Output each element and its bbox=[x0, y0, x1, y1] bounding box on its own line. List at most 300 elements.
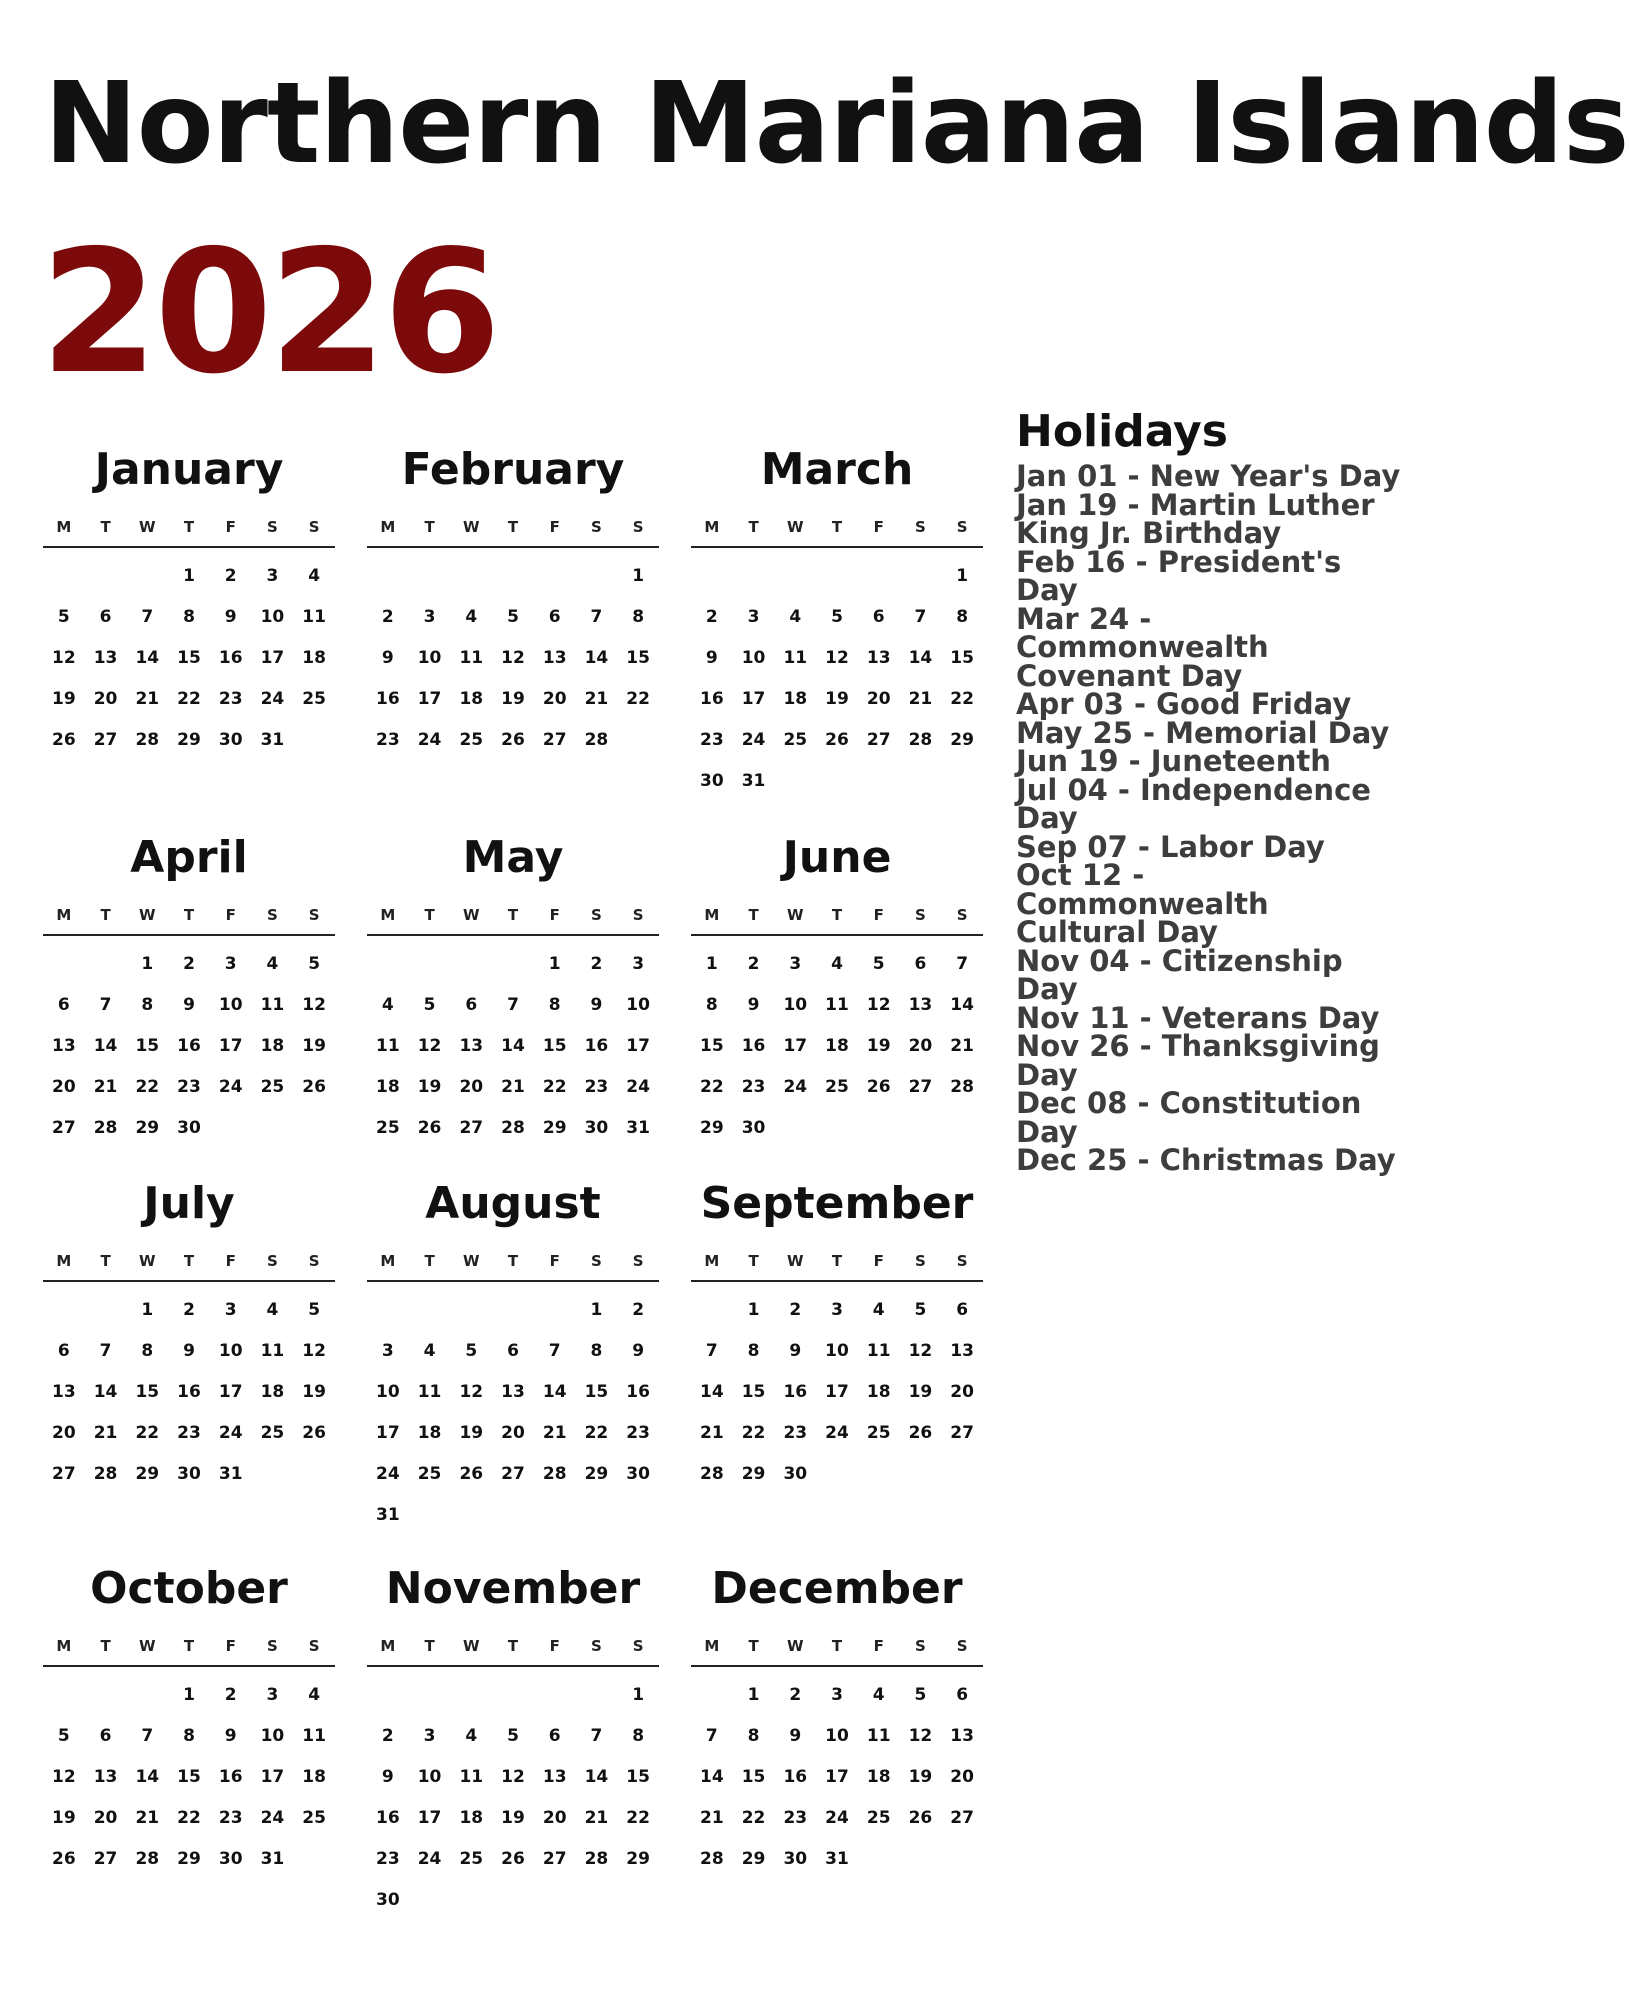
days-grid bbox=[367, 1675, 659, 1921]
day-cell: 30 bbox=[177, 1118, 201, 1138]
day-cell: 10 bbox=[218, 995, 243, 1015]
day-cell: 8 bbox=[747, 1726, 760, 1746]
empty-cell bbox=[691, 556, 733, 597]
day-cell: 1 bbox=[747, 1300, 760, 1320]
day-cell: 13 bbox=[501, 1382, 525, 1402]
holiday-item: Jul 04 - Independence Day bbox=[1016, 772, 1371, 835]
weekday-header: S bbox=[591, 1252, 602, 1270]
day-cell: 15 bbox=[626, 648, 650, 668]
day-cell: 30 bbox=[218, 1849, 243, 1869]
day-cell: 23 bbox=[177, 1077, 201, 1097]
weekday-header: W bbox=[139, 1252, 156, 1270]
day-cell: 4 bbox=[465, 1726, 478, 1746]
day-cell: 1 bbox=[705, 954, 718, 974]
day-cell: 25 bbox=[376, 1118, 400, 1138]
day-cell: 1 bbox=[141, 954, 154, 974]
weekday-header: W bbox=[463, 1637, 480, 1655]
day-cell: 29 bbox=[741, 1849, 766, 1869]
weekday-header: M bbox=[704, 1252, 720, 1270]
weekday-header: W bbox=[787, 1252, 804, 1270]
day-cell: 17 bbox=[825, 1767, 849, 1787]
weekday-header: F bbox=[225, 1252, 236, 1270]
day-cell: 16 bbox=[700, 689, 724, 709]
day-cell: 31 bbox=[376, 1505, 400, 1525]
day-cell: 5 bbox=[507, 607, 519, 627]
month-february bbox=[367, 444, 659, 761]
day-cell: 14 bbox=[950, 995, 974, 1015]
days-grid bbox=[43, 556, 335, 761]
day-cell: 10 bbox=[376, 1382, 400, 1402]
day-cell: 11 bbox=[302, 607, 326, 627]
day-cell: 6 bbox=[57, 1341, 70, 1361]
day-cell: 16 bbox=[218, 648, 243, 668]
weekday-header: S bbox=[267, 1637, 278, 1655]
day-cell: 2 bbox=[590, 954, 603, 974]
day-cell: 9 bbox=[381, 1767, 394, 1787]
weekday-header: T bbox=[748, 906, 759, 924]
day-cell: 23 bbox=[783, 1423, 808, 1443]
day-cell: 11 bbox=[260, 1341, 285, 1361]
empty-cell bbox=[691, 1290, 733, 1331]
day-cell: 2 bbox=[183, 1300, 195, 1320]
weekday-header: T bbox=[424, 1637, 435, 1655]
empty-cell bbox=[409, 944, 451, 985]
day-cell: 28 bbox=[93, 1464, 118, 1484]
day-cell: 25 bbox=[302, 689, 326, 709]
weekday-header: S bbox=[915, 1637, 926, 1655]
day-cell: 23 bbox=[218, 1808, 243, 1828]
weekday-header: T bbox=[100, 1252, 111, 1270]
empty-cell bbox=[367, 556, 409, 597]
day-cell: 2 bbox=[183, 954, 195, 974]
empty-cell bbox=[492, 1290, 534, 1331]
day-cell: 21 bbox=[908, 689, 933, 709]
day-cell: 22 bbox=[584, 1423, 609, 1443]
empty-cell bbox=[534, 556, 576, 597]
day-cell: 29 bbox=[135, 1118, 160, 1138]
weekday-header: F bbox=[225, 1637, 236, 1655]
page-title: Northern Mariana Islands bbox=[44, 59, 1629, 189]
day-cell: 26 bbox=[825, 730, 849, 750]
day-cell: 3 bbox=[224, 954, 237, 974]
empty-cell bbox=[733, 556, 775, 597]
holidays-panel bbox=[1016, 406, 1406, 1177]
day-cell: 6 bbox=[507, 1341, 519, 1361]
day-cell: 20 bbox=[52, 1423, 76, 1443]
day-cell: 10 bbox=[825, 1341, 849, 1361]
weekday-header: S bbox=[915, 1252, 926, 1270]
day-cell: 14 bbox=[700, 1382, 724, 1402]
day-cell: 19 bbox=[52, 689, 76, 709]
day-cell: 7 bbox=[99, 995, 112, 1015]
day-cell: 25 bbox=[866, 1808, 891, 1828]
empty-cell bbox=[691, 1675, 733, 1716]
month-name: February bbox=[401, 444, 625, 495]
day-cell: 12 bbox=[52, 648, 76, 668]
day-cell: 4 bbox=[872, 1685, 885, 1705]
empty-cell bbox=[85, 556, 127, 597]
day-cell: 5 bbox=[507, 1726, 519, 1746]
day-cell: 1 bbox=[590, 1300, 603, 1320]
day-cell: 6 bbox=[548, 607, 561, 627]
day-cell: 23 bbox=[177, 1423, 201, 1443]
weekday-header: W bbox=[787, 906, 804, 924]
day-cell: 8 bbox=[141, 1341, 154, 1361]
day-cell: 12 bbox=[302, 1341, 326, 1361]
day-cell: 26 bbox=[302, 1423, 326, 1443]
weekday-header: M bbox=[704, 1637, 720, 1655]
month-name: August bbox=[425, 1178, 601, 1229]
holiday-item: Sep 07 - Labor Day bbox=[1016, 829, 1325, 864]
day-cell: 6 bbox=[872, 607, 885, 627]
month-name: October bbox=[90, 1563, 288, 1614]
day-cell: 28 bbox=[501, 1118, 525, 1138]
day-cell: 28 bbox=[542, 1464, 567, 1484]
day-cell: 17 bbox=[783, 1036, 808, 1056]
day-cell: 10 bbox=[741, 648, 766, 668]
day-cell: 21 bbox=[93, 1423, 118, 1443]
weekday-header-row bbox=[43, 1252, 335, 1282]
day-cell: 11 bbox=[376, 1036, 400, 1056]
empty-cell bbox=[450, 1675, 492, 1716]
weekday-header: T bbox=[183, 1637, 195, 1655]
day-cell: 10 bbox=[626, 995, 650, 1015]
day-cell: 7 bbox=[590, 607, 603, 627]
day-cell: 1 bbox=[632, 566, 645, 586]
month-june bbox=[691, 832, 983, 1149]
day-cell: 15 bbox=[135, 1036, 160, 1056]
day-cell: 12 bbox=[908, 1341, 933, 1361]
month-name: January bbox=[94, 444, 284, 495]
day-cell: 25 bbox=[783, 730, 808, 750]
day-cell: 16 bbox=[783, 1382, 808, 1402]
day-cell: 6 bbox=[57, 995, 70, 1015]
weekday-header: F bbox=[873, 1637, 884, 1655]
weekday-header: F bbox=[873, 518, 884, 536]
day-cell: 24 bbox=[376, 1464, 400, 1484]
day-cell: 27 bbox=[52, 1118, 76, 1138]
weekday-header: S bbox=[267, 518, 278, 536]
weekday-header: S bbox=[632, 1252, 644, 1270]
day-cell: 15 bbox=[542, 1036, 567, 1056]
day-cell: 6 bbox=[99, 607, 112, 627]
day-cell: 27 bbox=[542, 730, 567, 750]
day-cell: 6 bbox=[956, 1685, 969, 1705]
day-cell: 31 bbox=[218, 1464, 243, 1484]
day-cell: 3 bbox=[747, 607, 760, 627]
day-cell: 30 bbox=[177, 1464, 201, 1484]
days-grid bbox=[367, 1290, 659, 1536]
day-cell: 5 bbox=[914, 1300, 927, 1320]
weekday-header: T bbox=[831, 906, 843, 924]
day-cell: 20 bbox=[501, 1423, 525, 1443]
day-cell: 24 bbox=[260, 1808, 285, 1828]
day-cell: 9 bbox=[632, 1341, 645, 1361]
day-cell: 4 bbox=[381, 995, 394, 1015]
day-cell: 5 bbox=[308, 1300, 321, 1320]
day-cell: 6 bbox=[465, 995, 478, 1015]
day-cell: 17 bbox=[417, 689, 442, 709]
weekday-header: T bbox=[424, 906, 435, 924]
day-cell: 9 bbox=[224, 1726, 237, 1746]
day-cell: 22 bbox=[741, 1808, 766, 1828]
empty-cell bbox=[576, 556, 618, 597]
day-cell: 3 bbox=[224, 1300, 237, 1320]
day-cell: 20 bbox=[459, 1077, 484, 1097]
day-cell: 26 bbox=[52, 1849, 76, 1869]
day-cell: 2 bbox=[632, 1300, 645, 1320]
day-cell: 25 bbox=[866, 1423, 891, 1443]
day-cell: 4 bbox=[266, 1300, 279, 1320]
day-cell: 17 bbox=[376, 1423, 400, 1443]
weekday-header-row bbox=[367, 1252, 659, 1282]
day-cell: 12 bbox=[825, 648, 849, 668]
month-september bbox=[691, 1178, 983, 1495]
day-cell: 18 bbox=[825, 1036, 849, 1056]
weekday-header: S bbox=[915, 518, 926, 536]
day-cell: 27 bbox=[93, 1849, 118, 1869]
month-name: November bbox=[385, 1563, 641, 1614]
weekday-header: M bbox=[704, 906, 720, 924]
day-cell: 8 bbox=[632, 1726, 645, 1746]
weekday-header: M bbox=[380, 906, 396, 924]
weekday-header: S bbox=[632, 518, 644, 536]
day-cell: 9 bbox=[183, 995, 195, 1015]
day-cell: 2 bbox=[747, 954, 760, 974]
day-cell: 14 bbox=[93, 1036, 118, 1056]
day-cell: 23 bbox=[626, 1423, 650, 1443]
day-cell: 25 bbox=[459, 730, 484, 750]
day-cell: 9 bbox=[789, 1341, 802, 1361]
month-name: September bbox=[700, 1178, 974, 1229]
weekday-header: M bbox=[380, 1252, 396, 1270]
day-cell: 17 bbox=[260, 1767, 285, 1787]
day-cell: 1 bbox=[183, 1685, 195, 1705]
day-cell: 19 bbox=[459, 1423, 484, 1443]
day-cell: 2 bbox=[789, 1685, 802, 1705]
day-cell: 19 bbox=[417, 1077, 442, 1097]
holiday-item: Feb 16 - President's Day bbox=[1016, 544, 1342, 607]
day-cell: 13 bbox=[93, 648, 118, 668]
empty-cell bbox=[85, 944, 127, 985]
day-cell: 10 bbox=[218, 1341, 243, 1361]
month-name: April bbox=[130, 832, 248, 883]
weekday-header: T bbox=[507, 1637, 519, 1655]
day-cell: 23 bbox=[783, 1808, 808, 1828]
day-cell: 3 bbox=[423, 607, 436, 627]
weekday-header: T bbox=[748, 1637, 759, 1655]
day-cell: 28 bbox=[700, 1464, 724, 1484]
day-cell: 14 bbox=[584, 1767, 609, 1787]
day-cell: 11 bbox=[783, 648, 808, 668]
weekday-header: T bbox=[507, 906, 519, 924]
day-cell: 21 bbox=[501, 1077, 525, 1097]
weekday-header: S bbox=[308, 1637, 320, 1655]
day-cell: 7 bbox=[590, 1726, 603, 1746]
day-cell: 16 bbox=[218, 1767, 243, 1787]
day-cell: 15 bbox=[700, 1036, 724, 1056]
day-cell: 5 bbox=[872, 954, 885, 974]
day-cell: 29 bbox=[950, 730, 974, 750]
day-cell: 8 bbox=[548, 995, 561, 1015]
day-cell: 24 bbox=[218, 1077, 243, 1097]
day-cell: 4 bbox=[266, 954, 279, 974]
day-cell: 19 bbox=[908, 1382, 933, 1402]
weekday-header-row bbox=[691, 906, 983, 936]
weekday-header: W bbox=[787, 1637, 804, 1655]
day-cell: 25 bbox=[260, 1423, 285, 1443]
holiday-list bbox=[1016, 459, 1406, 1177]
day-cell: 10 bbox=[825, 1726, 849, 1746]
day-cell: 8 bbox=[590, 1341, 603, 1361]
day-cell: 20 bbox=[542, 689, 567, 709]
day-cell: 30 bbox=[584, 1118, 609, 1138]
weekday-header: W bbox=[463, 1252, 480, 1270]
empty-cell bbox=[450, 944, 492, 985]
day-cell: 18 bbox=[783, 689, 808, 709]
month-november bbox=[367, 1563, 659, 1921]
weekday-header: T bbox=[748, 1252, 759, 1270]
day-cell: 16 bbox=[626, 1382, 650, 1402]
day-cell: 30 bbox=[376, 1890, 400, 1910]
day-cell: 20 bbox=[866, 689, 891, 709]
day-cell: 29 bbox=[700, 1118, 724, 1138]
empty-cell bbox=[367, 1290, 409, 1331]
day-cell: 29 bbox=[135, 1464, 160, 1484]
month-july bbox=[43, 1178, 335, 1495]
day-cell: 21 bbox=[700, 1423, 724, 1443]
empty-cell bbox=[534, 1290, 576, 1331]
day-cell: 1 bbox=[141, 1300, 154, 1320]
weekday-header: T bbox=[507, 1252, 519, 1270]
weekday-header: T bbox=[748, 518, 759, 536]
weekday-header: S bbox=[956, 518, 968, 536]
day-cell: 14 bbox=[501, 1036, 525, 1056]
day-cell: 17 bbox=[626, 1036, 650, 1056]
weekday-header-row bbox=[367, 518, 659, 548]
weekday-header: F bbox=[549, 1637, 560, 1655]
day-cell: 17 bbox=[218, 1036, 243, 1056]
day-cell: 15 bbox=[741, 1767, 766, 1787]
weekday-header: M bbox=[56, 1637, 72, 1655]
holiday-item: May 25 - Memorial Day bbox=[1016, 715, 1390, 750]
day-cell: 28 bbox=[700, 1849, 724, 1869]
day-cell: 27 bbox=[52, 1464, 76, 1484]
day-cell: 27 bbox=[93, 730, 118, 750]
day-cell: 7 bbox=[99, 1341, 112, 1361]
day-cell: 25 bbox=[260, 1077, 285, 1097]
weekday-header-row bbox=[691, 1252, 983, 1282]
day-cell: 15 bbox=[177, 1767, 201, 1787]
weekday-header-row bbox=[43, 906, 335, 936]
weekday-header: S bbox=[308, 1252, 320, 1270]
day-cell: 22 bbox=[177, 1808, 201, 1828]
day-cell: 4 bbox=[872, 1300, 885, 1320]
day-cell: 28 bbox=[135, 1849, 160, 1869]
day-cell: 7 bbox=[548, 1341, 561, 1361]
weekday-header: F bbox=[549, 906, 560, 924]
day-cell: 11 bbox=[459, 1767, 484, 1787]
month-october bbox=[43, 1563, 335, 1880]
day-cell: 2 bbox=[381, 1726, 394, 1746]
weekday-header-row bbox=[367, 906, 659, 936]
day-cell: 15 bbox=[177, 648, 201, 668]
day-cell: 3 bbox=[381, 1341, 394, 1361]
month-april bbox=[43, 832, 335, 1149]
day-cell: 2 bbox=[381, 607, 394, 627]
day-cell: 16 bbox=[376, 1808, 400, 1828]
empty-cell bbox=[367, 944, 409, 985]
day-cell: 3 bbox=[423, 1726, 436, 1746]
month-may bbox=[367, 832, 659, 1149]
day-cell: 17 bbox=[825, 1382, 849, 1402]
holiday-item: Dec 25 - Christmas Day bbox=[1016, 1143, 1396, 1177]
day-cell: 6 bbox=[99, 1726, 112, 1746]
day-cell: 8 bbox=[956, 607, 969, 627]
day-cell: 27 bbox=[501, 1464, 525, 1484]
days-grid bbox=[43, 944, 335, 1149]
day-cell: 30 bbox=[626, 1464, 650, 1484]
day-cell: 21 bbox=[950, 1036, 974, 1056]
day-cell: 8 bbox=[183, 607, 195, 627]
day-cell: 25 bbox=[459, 1849, 484, 1869]
day-cell: 5 bbox=[914, 1685, 927, 1705]
weekday-header: S bbox=[267, 906, 278, 924]
day-cell: 4 bbox=[789, 607, 802, 627]
empty-cell bbox=[367, 1675, 409, 1716]
weekday-header: S bbox=[956, 1252, 968, 1270]
day-cell: 10 bbox=[417, 648, 442, 668]
day-cell: 27 bbox=[542, 1849, 567, 1869]
day-cell: 9 bbox=[590, 995, 603, 1015]
day-cell: 21 bbox=[93, 1077, 118, 1097]
day-cell: 18 bbox=[302, 1767, 326, 1787]
weekday-header: W bbox=[463, 518, 480, 536]
weekday-header: S bbox=[308, 906, 320, 924]
day-cell: 16 bbox=[376, 689, 400, 709]
day-cell: 12 bbox=[417, 1036, 442, 1056]
days-grid bbox=[691, 1290, 983, 1495]
day-cell: 22 bbox=[626, 689, 650, 709]
day-cell: 11 bbox=[260, 995, 285, 1015]
day-cell: 19 bbox=[501, 1808, 525, 1828]
day-cell: 7 bbox=[141, 1726, 154, 1746]
day-cell: 13 bbox=[93, 1767, 118, 1787]
day-cell: 22 bbox=[135, 1077, 160, 1097]
day-cell: 3 bbox=[831, 1685, 843, 1705]
weekday-header: S bbox=[632, 1637, 644, 1655]
day-cell: 15 bbox=[135, 1382, 160, 1402]
day-cell: 5 bbox=[831, 607, 843, 627]
day-cell: 20 bbox=[52, 1077, 76, 1097]
day-cell: 12 bbox=[501, 648, 525, 668]
day-cell: 20 bbox=[950, 1767, 974, 1787]
day-cell: 20 bbox=[908, 1036, 933, 1056]
days-grid bbox=[691, 556, 983, 802]
day-cell: 13 bbox=[866, 648, 891, 668]
day-cell: 15 bbox=[741, 1382, 766, 1402]
days-grid bbox=[367, 944, 659, 1149]
day-cell: 19 bbox=[866, 1036, 891, 1056]
day-cell: 8 bbox=[183, 1726, 195, 1746]
day-cell: 13 bbox=[459, 1036, 484, 1056]
day-cell: 25 bbox=[417, 1464, 442, 1484]
day-cell: 14 bbox=[908, 648, 933, 668]
weekday-header: W bbox=[139, 906, 156, 924]
year-heading: 2026 bbox=[40, 214, 498, 412]
weekday-header: F bbox=[225, 518, 236, 536]
empty-cell bbox=[492, 1675, 534, 1716]
